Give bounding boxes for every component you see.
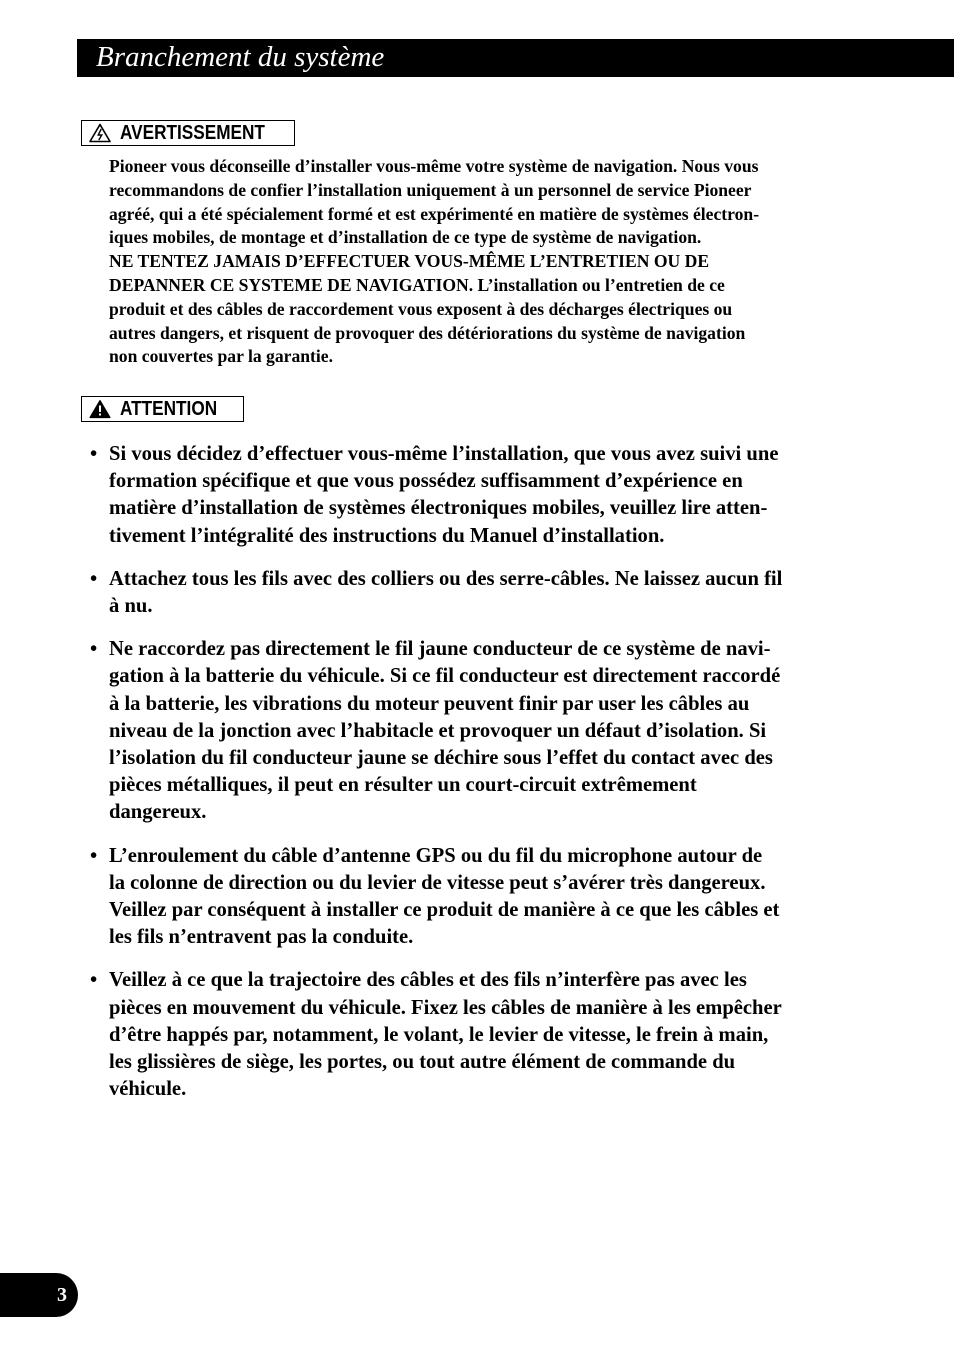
list-item-line: les fils n’entravent pas la conduite. xyxy=(109,926,414,949)
list-item xyxy=(90,566,860,620)
warning-line: autres dangers, et risquent de provoquer des détériorations du système de navigation xyxy=(109,322,746,343)
list-item-line: Ne raccordez pas directement le fil jaune conducteur de ce système de navi- xyxy=(109,638,771,661)
warning-line: Pioneer vous déconseille d’installer vous-même votre système de navigation. Nous vous xyxy=(109,156,759,176)
list-item xyxy=(90,441,860,550)
warning-label-text: AVERTISSEMENT xyxy=(120,121,265,144)
list-item-line: l’isolation du fil conducteur jaune se déchire sous l’effet du contact avec des xyxy=(109,747,773,770)
list-item-line: les glissières de siège, les portes, ou tout autre élément de commande du xyxy=(109,1051,736,1074)
list-item-line: pièces en mouvement du véhicule. Fixez les câbles de manière à les empêcher xyxy=(109,996,782,1019)
list-item-line: pièces métalliques, il peut en résulter un court-circuit extrêmement xyxy=(109,774,697,797)
bullet-dot: • xyxy=(90,567,98,590)
list-item-line: matière d’installation de systèmes électroniques mobiles, veuillez lire atten- xyxy=(109,497,768,520)
bullet-dot: • xyxy=(90,969,98,992)
list-item-line: tivement l’intégralité des instructions du Manuel d’installation. xyxy=(109,524,665,547)
list-item-line: véhicule. xyxy=(109,1078,187,1101)
warning-line: iques mobiles, de montage et d’installation de ce type de système de navigation. xyxy=(109,227,702,248)
page-number: 3 xyxy=(57,1284,67,1306)
list-item-line: Veillez à ce que la trajectoire des câbles et des fils n’interfère pas avec les xyxy=(109,969,747,992)
page-title: Branchement du système xyxy=(96,41,385,73)
warning-line: produit et des câbles de raccordement vous exposent à des décharges électriques ou xyxy=(109,298,733,319)
caution-label-text: ATTENTION xyxy=(120,397,218,420)
bullet-dot: • xyxy=(90,844,98,867)
warning-text xyxy=(109,155,859,369)
list-item-line: gation à la batterie du véhicule. Si ce fil conducteur est directement raccordé xyxy=(109,665,781,688)
list-item xyxy=(90,636,860,826)
list-item xyxy=(90,843,860,952)
list-item-line: dangereux. xyxy=(109,801,207,824)
electric-hazard-icon xyxy=(89,123,111,143)
list-item-line: d’être happés par, notamment, le volant, le levier de vitesse, le frein à main, xyxy=(109,1023,769,1046)
warning-line: agréé, qui a été spécialement formé et est expérimenté en matière de systèmes électron- xyxy=(109,203,760,224)
bullet-dot: • xyxy=(90,638,98,661)
page-number-badge xyxy=(0,1273,78,1317)
list-item-line: à la batterie, les vibrations du moteur peuvent finir par user les câbles au xyxy=(109,692,750,715)
list-item-line: Veillez par conséquent à installer ce produit de manière à ce que les câbles et xyxy=(109,899,780,922)
warning-line: DEPANNER CE SYSTEME DE NAVIGATION. L’installation ou l’entretien de ce xyxy=(109,274,725,295)
caution-bullet-list xyxy=(90,441,860,1119)
list-item-line: Si vous décidez d’effectuer vous-même l’installation, que vous avez suivi une xyxy=(109,443,779,465)
list-item-line: à nu. xyxy=(109,595,153,618)
warning-line: NE TENTEZ JAMAIS D’EFFECTUER VOUS-MÊME L’ENTRETIEN OU DE xyxy=(109,251,710,272)
bullet-dot: • xyxy=(90,443,98,465)
list-item-line: L’enroulement du câble d’antenne GPS ou du fil du microphone autour de xyxy=(109,844,763,867)
warning-line: recommandons de confier l’installation uniquement à un personnel de service Pioneer xyxy=(109,179,752,200)
list-item-line: Attachez tous les fils avec des colliers ou des serre-câbles. Ne laissez aucun fil xyxy=(109,567,783,590)
list-item xyxy=(90,967,860,1103)
list-item-line: formation spécifique et que vous possédez suffisamment d’expérience en xyxy=(109,470,743,493)
list-item-line: la colonne de direction ou du levier de vitesse peut s’avérer très dangereux. xyxy=(109,871,766,894)
caution-label xyxy=(81,396,244,422)
warning-triangle-icon xyxy=(89,399,111,419)
list-item-line: niveau de la jonction avec l’habitacle et provoquer un défaut d’isolation. Si xyxy=(109,719,767,742)
warning-line: non couvertes par la garantie. xyxy=(109,346,333,367)
warning-label xyxy=(81,120,295,146)
section-header-bar xyxy=(77,39,954,77)
